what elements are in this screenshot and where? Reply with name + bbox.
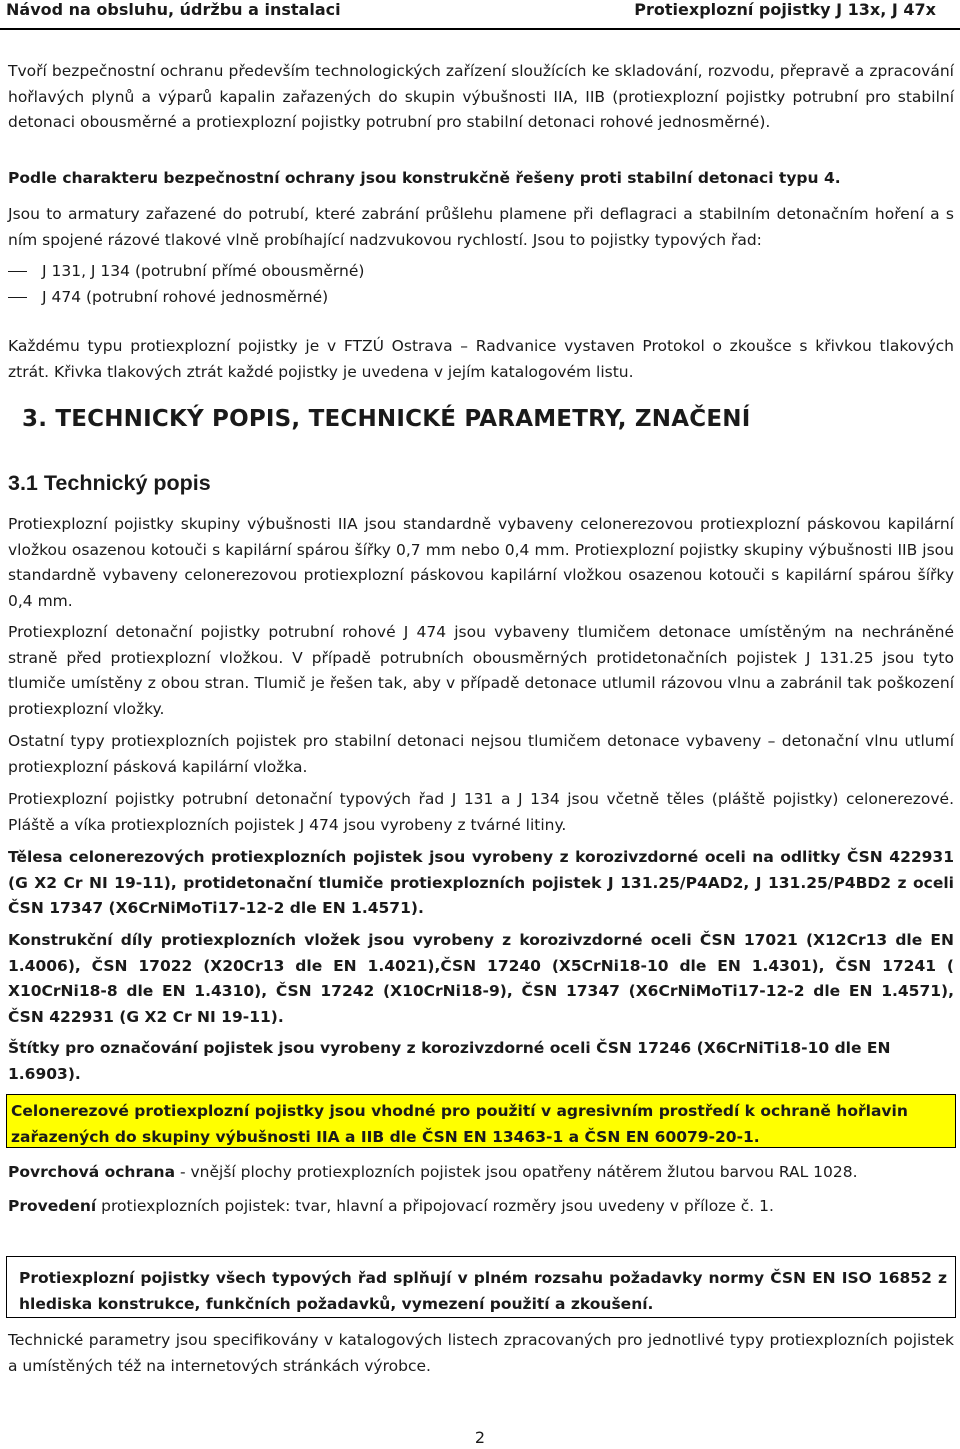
dash-bullet-icon <box>8 297 27 299</box>
highlight-box <box>6 1094 956 1148</box>
protocol-paragraph: Každému typu protiexplozní pojistky je v FTZÚ Ostrava – Radvanice vystaven Protokol o zkoušce s křivkou tlakových ztrát. Křivka tlakových ztrát každé pojistky je uvedena v jejím katalogovém listu. <box>8 337 954 381</box>
technical-parameters-paragraph: Technické parametry jsou specifikovány v katalogových listech zpracovaných pro jednotlivé typy protiexplozních pojistek a umístěných též na internetových stránkách výrobce. <box>8 1331 954 1375</box>
intro-paragraph: Tvoří bezpečnostní ochranu především technologických zařízení sloužících ke skladování, rozvodu, přepravě a zpracování hořlavých plynů a výparů kapalin zařazených do skupin výbušnosti IIA, IIB (protiexplozní pojistky potrubní pro stabilní detonaci obousměrné a protiexplozní pojistky potrubní pro stabilní detonaci rohové jednosměrné). <box>8 62 954 132</box>
insert-parts-paragraph: Konstrukční díly protiexplozních vložek jsou vyrobeny z korozivzdorné oceli ČSN 17021 (X12Cr13 dle EN 1.4006), ČSN 17022 (X20Cr13 dle EN 1.4021),ČSN 17240 (X5CrNi18-10 dle EN 1.4301), ČSN 17241 ( X10CrNi18-8 dle EN 1.4310), ČSN 17242 (X10CrNi18-9), ČSN 17347 (X6CrNiMoTi17-12-2 dle EN 1.4571), ČSN 422931 (G X2 Cr NI 19-11). <box>8 931 954 1026</box>
header-title-left: Návod na obsluhu, údržbu a instalaci <box>6 0 341 19</box>
housing-material-paragraph: Protiexplozní pojistky potrubní detonační typových řad J 131 a J 134 jsou včetně těles (pláště pojistky) celonerezové. Pláště a víka protiexplozních pojistek J 474 jsou vyrobeny z tvárné litiny. <box>8 790 954 834</box>
other-types-paragraph: Ostatní typy protiexplozních pojistek pro stabilní detonaci nejsou tlumičem detonace vybaveny – detonační vlnu utlumí protiexplozní pásková kapilární vložka. <box>8 732 954 776</box>
dash-bullet-icon <box>8 271 27 273</box>
page-number: 2 <box>474 1428 486 1447</box>
page-header <box>0 0 960 32</box>
body-material-paragraph: Tělesa celonerezových protiexplozních pojistek jsou vyrobeny z korozivzdorné oceli na odlitky ČSN 422931 (G X2 Cr NI 19-11), protidetonační tlumiče protiexplozních pojistek J 131.25/P4AD2, J 131.25/P4BD2 z oceli ČSN 17347 (X6CrNiMoTi17-12-2 dle EN 1.4571). <box>8 848 954 918</box>
standards-box <box>6 1256 956 1318</box>
subsection-heading: 3.1 Technický popis <box>8 471 211 495</box>
surface-protection-label: Povrchová ochrana <box>8 1163 176 1181</box>
standards-text: Protiexplozní pojistky všech typových řad splňují v plném rozsahu požadavky normy ČSN EN ISO 16852 z hlediska konstrukce, funkčních požadavků, vymezení použití a zkoušení. <box>19 1269 947 1313</box>
header-rule <box>0 28 960 30</box>
list-item-text: J 131, J 134 (potrubní přímé obousměrné) <box>42 262 365 280</box>
list-item <box>8 285 328 311</box>
highlight-text: Celonerezové protiexplozní pojistky jsou vhodné pro použití v agresivním prostředí k ochraně hořlavin zařazených do skupiny výbušnosti IIA a IIB dle ČSN EN 13463-1 a ČSN EN 60079-20-1. <box>11 1102 908 1146</box>
design-label: Provedení <box>8 1197 97 1215</box>
nameplate-paragraph: Štítky pro označování pojistek jsou vyrobeny z korozivzdorné oceli ČSN 17246 (X6CrNiTi18-10 dle EN 1.6903). <box>8 1039 891 1083</box>
list-item <box>8 259 364 285</box>
section-heading: 3. TECHNICKÝ POPIS, TECHNICKÉ PARAMETRY, ZNAČENÍ <box>22 406 751 432</box>
design-paragraph <box>8 1194 954 1220</box>
list-item-text: J 474 (potrubní rohové jednosměrné) <box>42 288 329 306</box>
intro-armature-paragraph: Jsou to armatury zařazené do potrubí, které zabrání průšlehu plamene při deflagraci a stabilním detonačním hoření a s ním spojené rázové tlakové vlně probíhající nadzvukovou rychlostí. Jsou to pojistky typových řad: <box>8 205 954 249</box>
surface-protection-paragraph <box>8 1160 954 1186</box>
intro-bold-statement: Podle charakteru bezpečnostní ochrany jsou konstrukčně řešeny proti stabilní detonaci typu 4. <box>8 169 841 187</box>
design-text: protiexplozních pojistek: tvar, hlavní a připojovací rozměry jsou uvedeny v příloze č. 1. <box>96 1197 774 1215</box>
header-title-right: Protiexplozní pojistky J 13x, J 47x <box>634 0 936 19</box>
capillary-insert-paragraph: Protiexplozní pojistky skupiny výbušnosti IIA jsou standardně vybaveny celonerezovou protiexplozní páskovou kapilární vložkou osazenou kotouči s kapilární spárou šířky 0,7 mm nebo 0,4 mm. Protiexplozní pojistky skupiny výbušnosti IIB jsou standardně vybaveny celonerezovou protiexplozní páskovou kapilární vložkou osazenou kotouči s kapilární spárou šířky 0,4 mm. <box>8 515 954 610</box>
surface-protection-text: - vnější plochy protiexplozních pojistek jsou opatřeny nátěrem žlutou barvou RAL 1028. <box>175 1163 858 1181</box>
detonation-damper-paragraph: Protiexplozní detonační pojistky potrubní rohové J 474 jsou vybaveny tlumičem detonace umístěným na nechráněné straně před protiexplozní vložkou. V případě potrubních obousměrných protidetonačních pojistek J 131.25 jsou tyto tlumiče umístěny z obou stran. Tlumič je řešen tak, aby v případě detonace utlumil rázovou vlnu a zabránil tak poškození protiexplozní vložky. <box>8 623 954 718</box>
